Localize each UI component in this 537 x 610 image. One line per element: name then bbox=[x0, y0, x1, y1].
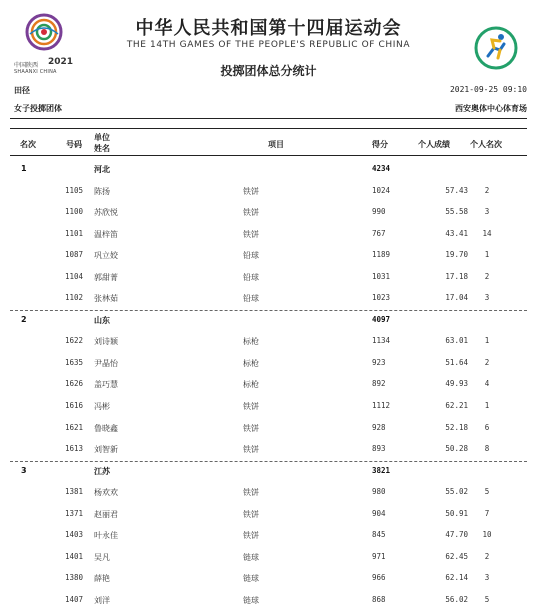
athlete-place: 4 bbox=[484, 379, 490, 389]
athlete-project: 链球 bbox=[243, 574, 259, 584]
athlete-name: 巩立姣 bbox=[94, 251, 118, 261]
athlete-score: 1024 bbox=[372, 185, 391, 195]
col-performance: 个人成绩 bbox=[418, 140, 450, 149]
athlete-name: 刘洋 bbox=[94, 595, 110, 605]
athlete-place: 2 bbox=[484, 185, 490, 195]
athlete-performance: 55.02 bbox=[445, 487, 468, 497]
team-total: 4097 bbox=[372, 314, 391, 324]
athlete-name: 冯彬 bbox=[94, 402, 110, 412]
athlete-row bbox=[0, 223, 537, 245]
athlete-project: 铁饼 bbox=[243, 509, 259, 519]
athlete-score: 923 bbox=[372, 357, 386, 367]
athlete-score: 980 bbox=[372, 487, 386, 497]
athlete-score: 1112 bbox=[372, 401, 391, 411]
athlete-performance: 50.28 bbox=[445, 444, 468, 454]
athlete-place: 2 bbox=[484, 271, 490, 281]
header-divider bbox=[10, 118, 527, 119]
athlete-score: 928 bbox=[372, 422, 386, 432]
col-project: 项目 bbox=[268, 140, 284, 149]
athlete-number: 1380 bbox=[65, 573, 84, 583]
logo-year-text: 2021 bbox=[48, 57, 74, 67]
athlete-place: 1 bbox=[484, 401, 490, 411]
athlete-score: 966 bbox=[372, 573, 386, 583]
athlete-number: 1087 bbox=[65, 250, 84, 260]
athlete-name: 张林茹 bbox=[94, 294, 118, 304]
col-number: 号码 bbox=[66, 140, 82, 149]
athlete-performance: 43.41 bbox=[445, 228, 468, 238]
sport-label: 田径 bbox=[14, 86, 30, 95]
team-total: 3821 bbox=[372, 465, 391, 475]
athlete-number: 1403 bbox=[65, 530, 84, 540]
athlete-name: 鲁晓鑫 bbox=[94, 423, 118, 433]
athlete-project: 标枪 bbox=[243, 358, 259, 368]
athlete-score: 971 bbox=[372, 551, 386, 561]
athlete-performance: 17.18 bbox=[445, 271, 468, 281]
document-header bbox=[0, 0, 537, 88]
athlete-project: 链球 bbox=[243, 595, 259, 605]
athlete-score: 893 bbox=[372, 444, 386, 454]
athlete-number: 1621 bbox=[65, 422, 84, 432]
venue-label: 西安奥体中心体育场 bbox=[455, 104, 527, 113]
athlete-number: 1616 bbox=[65, 401, 84, 411]
athlete-row bbox=[0, 503, 537, 525]
athlete-name: 刘诗颖 bbox=[94, 337, 118, 347]
athlete-performance: 51.64 bbox=[445, 357, 468, 367]
athlete-score: 892 bbox=[372, 379, 386, 389]
athlete-row bbox=[0, 546, 537, 568]
athlete-performance: 17.04 bbox=[445, 293, 468, 303]
athlete-place: 5 bbox=[484, 487, 490, 497]
athlete-performance: 19.70 bbox=[445, 250, 468, 260]
athlete-project: 铁饼 bbox=[243, 186, 259, 196]
athlete-score: 904 bbox=[372, 508, 386, 518]
athlete-name: 温梓笛 bbox=[94, 229, 118, 239]
athlete-row bbox=[0, 352, 537, 374]
athlete-place: 1 bbox=[484, 250, 490, 260]
athlete-row bbox=[0, 201, 537, 223]
athlete-name: 刘智新 bbox=[94, 445, 118, 455]
athlete-row bbox=[0, 438, 537, 460]
table-header-rule bbox=[10, 155, 527, 156]
athlete-name: 郭甜菁 bbox=[94, 272, 118, 282]
athlete-place: 1 bbox=[484, 336, 490, 346]
athlete-row bbox=[0, 395, 537, 417]
results-table bbox=[0, 158, 537, 610]
athlete-project: 标枪 bbox=[243, 380, 259, 390]
team-rank: 2 bbox=[21, 314, 27, 324]
athlete-number: 1622 bbox=[65, 336, 84, 346]
athlete-number: 1102 bbox=[65, 293, 84, 303]
athlete-performance: 57.43 bbox=[445, 185, 468, 195]
athlete-project: 标枪 bbox=[243, 337, 259, 347]
athlete-number: 1100 bbox=[65, 207, 84, 217]
games-title-cn: 中华人民共和国第十四届运动会 bbox=[135, 18, 402, 39]
report-datetime: 2021-09-25 09:10 bbox=[449, 85, 527, 94]
report-title: 投掷团体总分统计 bbox=[220, 64, 317, 78]
athlete-project: 链球 bbox=[243, 552, 259, 562]
col-rank: 名次 bbox=[20, 140, 36, 149]
athlete-score: 767 bbox=[372, 228, 386, 238]
athlete-performance: 56.02 bbox=[445, 594, 468, 604]
athlete-row bbox=[0, 373, 537, 395]
athlete-score: 990 bbox=[372, 207, 386, 217]
athlete-project: 铁饼 bbox=[243, 229, 259, 239]
athlete-score: 1031 bbox=[372, 271, 391, 281]
athlete-number: 1613 bbox=[65, 444, 84, 454]
athlete-name: 薛艳 bbox=[94, 574, 110, 584]
athlete-number: 1626 bbox=[65, 379, 84, 389]
athlete-place: 10 bbox=[482, 530, 492, 540]
athlete-score: 845 bbox=[372, 530, 386, 540]
athlete-name: 杨欢欢 bbox=[94, 488, 118, 498]
athletics-icon bbox=[474, 26, 518, 70]
athlete-project: 铅球 bbox=[243, 294, 259, 304]
team-row bbox=[0, 309, 537, 331]
athlete-project: 铁饼 bbox=[243, 488, 259, 498]
athlete-name: 吴凡 bbox=[94, 552, 110, 562]
col-name: 姓名 bbox=[94, 144, 110, 153]
athlete-row bbox=[0, 481, 537, 503]
athlete-project: 铅球 bbox=[243, 272, 259, 282]
athlete-name: 赵丽君 bbox=[94, 509, 118, 519]
athlete-place: 6 bbox=[484, 422, 490, 432]
athlete-row bbox=[0, 244, 537, 266]
athlete-score: 1134 bbox=[372, 336, 391, 346]
athlete-row bbox=[0, 417, 537, 439]
athlete-name: 叶永佳 bbox=[94, 531, 118, 541]
athlete-number: 1105 bbox=[65, 185, 84, 195]
athlete-number: 1104 bbox=[65, 271, 84, 281]
athlete-place: 7 bbox=[484, 508, 490, 518]
col-unit: 单位 bbox=[94, 133, 110, 142]
athlete-number: 1101 bbox=[65, 228, 84, 238]
athlete-score: 868 bbox=[372, 594, 386, 604]
team-name: 江苏 bbox=[94, 466, 110, 476]
athlete-name: 苏欣悦 bbox=[94, 208, 118, 218]
athlete-score: 1023 bbox=[372, 293, 391, 303]
athlete-row bbox=[0, 524, 537, 546]
athlete-performance: 62.45 bbox=[445, 551, 468, 561]
athlete-place: 5 bbox=[484, 594, 490, 604]
athlete-performance: 63.01 bbox=[445, 336, 468, 346]
team-rank: 1 bbox=[21, 164, 27, 173]
athlete-place: 3 bbox=[484, 207, 490, 217]
athlete-place: 2 bbox=[484, 551, 490, 561]
athlete-place: 14 bbox=[482, 228, 492, 238]
team-name: 河北 bbox=[94, 165, 110, 174]
team-total: 4234 bbox=[372, 164, 391, 173]
table-top-rule bbox=[10, 128, 527, 129]
athlete-project: 铁饼 bbox=[243, 531, 259, 541]
athlete-project: 铁饼 bbox=[243, 402, 259, 412]
athlete-performance: 62.14 bbox=[445, 573, 468, 583]
table-header bbox=[0, 131, 537, 155]
athlete-number: 1401 bbox=[65, 551, 84, 561]
athlete-performance: 49.93 bbox=[445, 379, 468, 389]
athlete-number: 1407 bbox=[65, 594, 84, 604]
athlete-place: 2 bbox=[484, 357, 490, 367]
athlete-row bbox=[0, 287, 537, 309]
athlete-row bbox=[0, 589, 537, 610]
athlete-row bbox=[0, 330, 537, 352]
athlete-number: 1371 bbox=[65, 508, 84, 518]
event-label: 女子投掷团体 bbox=[14, 104, 62, 113]
athlete-place: 3 bbox=[484, 293, 490, 303]
athlete-place: 3 bbox=[484, 573, 490, 583]
athlete-performance: 62.21 bbox=[445, 401, 468, 411]
athlete-score: 1189 bbox=[372, 250, 391, 260]
athlete-project: 铁饼 bbox=[243, 208, 259, 218]
athlete-name: 盖巧慧 bbox=[94, 380, 118, 390]
athlete-row bbox=[0, 180, 537, 202]
athlete-number: 1635 bbox=[65, 357, 84, 367]
team-name: 山东 bbox=[94, 315, 110, 325]
team-rank: 3 bbox=[21, 465, 27, 475]
athlete-performance: 55.58 bbox=[445, 207, 468, 217]
athlete-name: 尹晶怡 bbox=[94, 358, 118, 368]
athlete-performance: 47.70 bbox=[445, 530, 468, 540]
athlete-performance: 50.91 bbox=[445, 508, 468, 518]
col-place: 个人名次 bbox=[470, 140, 502, 149]
logo-cn-text: 中国陕西 bbox=[14, 62, 39, 69]
logo-en-text: SHAANXI CHINA bbox=[14, 69, 57, 75]
athlete-project: 铁饼 bbox=[243, 445, 259, 455]
athlete-number: 1381 bbox=[65, 487, 84, 497]
col-score: 得分 bbox=[372, 140, 388, 149]
team-row bbox=[0, 158, 537, 180]
athlete-project: 铁饼 bbox=[243, 423, 259, 433]
athlete-performance: 52.18 bbox=[445, 422, 468, 432]
games-title-en: THE 14TH GAMES OF THE PEOPLE'S REPUBLIC OF CHINA bbox=[126, 40, 411, 50]
athlete-name: 陈扬 bbox=[94, 186, 110, 196]
athlete-row bbox=[0, 266, 537, 288]
athlete-place: 8 bbox=[484, 444, 490, 454]
athlete-project: 铅球 bbox=[243, 251, 259, 261]
athlete-row bbox=[0, 567, 537, 589]
team-row bbox=[0, 460, 537, 482]
